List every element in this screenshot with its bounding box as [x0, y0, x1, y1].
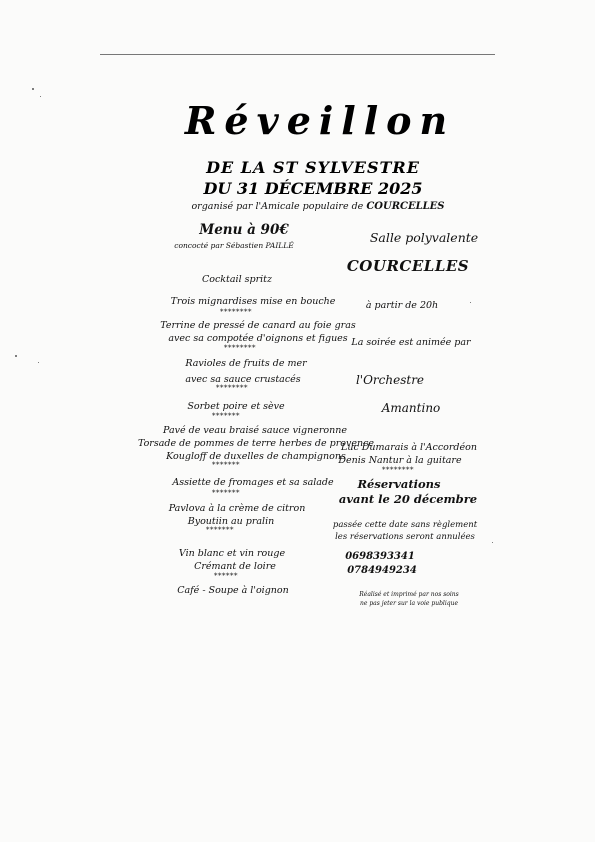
menu-separator: *******	[212, 461, 240, 469]
organizer-town: COURCELLES	[366, 201, 445, 212]
menu-separator: ********	[224, 344, 256, 352]
scan-speck	[40, 96, 41, 97]
menu-item-kouglof: Kougloff de duxelles de champignons	[166, 451, 346, 462]
reservations-deadline: avant le 20 décembre	[338, 492, 478, 506]
subtitle-line-2: DU 31 DÉCEMBRE 2025	[203, 179, 423, 198]
organizer-prefix: organisé par l'Amicale populaire de	[191, 201, 364, 212]
menu-price: Menu à 90€	[199, 222, 289, 238]
menu-item-cremant: Crémant de loire	[194, 561, 276, 572]
menu-chef: concocté par Sébastien PAILLÉ	[174, 241, 294, 250]
menu-item-ravioles-line-1: Ravioles de fruits de mer	[185, 358, 307, 369]
reservations-notice-line-2: les réservations seront annulées	[335, 532, 475, 542]
scan-speck	[32, 88, 34, 90]
menu-item-byoutiin: Byoutiin au pralin	[187, 516, 275, 527]
menu-item-fromages: Assiette de fromages et sa salade	[172, 477, 334, 488]
menu-item-pave: Pavé de veau braisé sauce vigneronne	[163, 425, 347, 436]
menu-item-torsade: Torsade de pommes de terre herbes de provence	[137, 438, 375, 449]
menu-item-cafe: Café - Soupe à l'oignon	[177, 585, 289, 596]
page-title: Réveillon	[184, 98, 456, 143]
menu-item-vin: Vin blanc et vin rouge	[178, 548, 286, 559]
phone-number-2: 0784949234	[347, 565, 417, 576]
subtitle-line-1: DE LA ST SYLVESTRE	[206, 158, 420, 177]
reservations-heading: Réservations	[357, 477, 441, 491]
menu-item-mignardises: Trois mignardises mise en bouche	[170, 296, 336, 307]
animation-intro: La soirée est animée par	[351, 337, 471, 348]
musician-guitar: Denis Nantur à la guitare	[338, 455, 462, 466]
menu-separator: ********	[216, 384, 248, 392]
phone-number-1: 0698393341	[345, 551, 415, 562]
scan-speck	[492, 542, 493, 543]
organizer-line	[191, 201, 444, 212]
page-top-edge	[100, 54, 495, 55]
menu-item-terrine-line-2: avec sa compotée d'oignons et figues	[168, 333, 348, 344]
scan-speck	[470, 302, 471, 303]
footer-line-1: Réalisé et imprimé par nos soins	[359, 591, 459, 598]
scan-speck	[15, 355, 17, 357]
musician-accordion: Luc Dumarais à l'Accordéon	[341, 442, 477, 453]
menu-separator: *******	[206, 526, 234, 534]
menu-item-pavlova: Pavlova à la crème de citron	[168, 503, 306, 514]
menu-separator: ******	[214, 572, 238, 580]
orchestra-name: Amantino	[381, 401, 441, 415]
menu-separator: *******	[212, 412, 240, 420]
menu-separator: ********	[220, 308, 252, 316]
venue-town: COURCELLES	[346, 257, 470, 275]
scan-speck	[38, 362, 39, 363]
orchestra-line-1: l'Orchestre	[355, 373, 425, 387]
menu-separator: *******	[212, 489, 240, 497]
venue-name: Salle polyvalente	[369, 230, 479, 245]
menu-item-terrine-line-1: Terrine de pressé de canard au foie gras	[160, 320, 356, 331]
start-time: à partir de 20h	[365, 300, 439, 311]
reservations-notice-line-1: passée cette date sans règlement	[332, 520, 478, 530]
menu-item-ravioles-line-2: avec sa sauce crustacés	[185, 374, 301, 385]
musicians-separator: ********	[382, 466, 414, 474]
menu-item-sorbet: Sorbet poire et sève	[187, 401, 285, 412]
menu-item-cocktail: Cocktail spritz	[201, 274, 273, 285]
footer-line-2: ne pas jeter sur la voie publique	[359, 600, 459, 607]
